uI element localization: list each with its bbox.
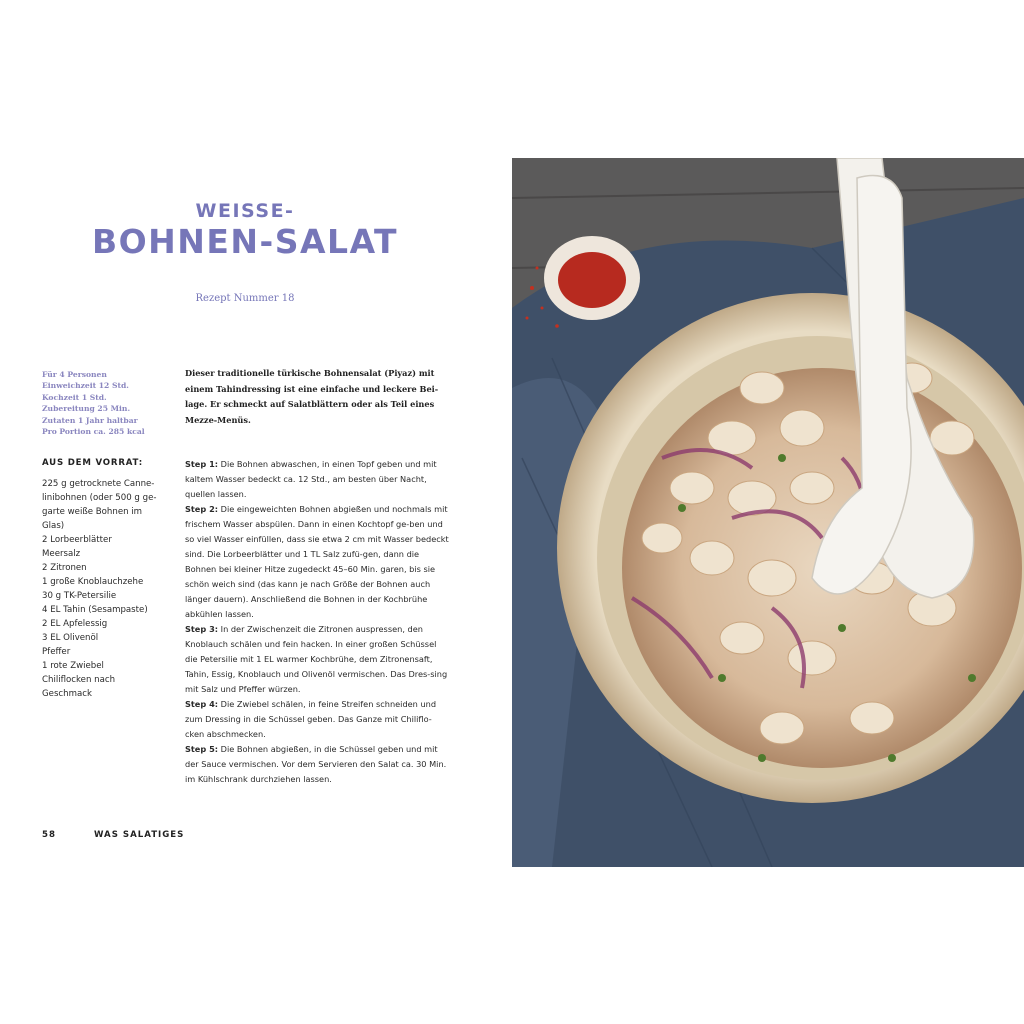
meta-soak-time: Einweichzeit 12 Std. (42, 381, 129, 391)
step-text: Die Bohnen abgießen, in die Schüssel geben und mit der Sauce vermischen. Vor dem Servieren den Salat ca. 30 Min. im Kühlschrank durchziehen lassen. (185, 744, 447, 784)
step-1 (185, 457, 450, 502)
ingredient-item: 2 Zitronen (42, 563, 87, 573)
ingredient-item: 2 Lorbeerblätter (42, 535, 112, 545)
ingredient-item: 225 g getrocknete Canne-linibohnen (oder 500 g ge-garte weiße Bohnen im Glas) (42, 479, 157, 531)
meta-prep-time: Zubereitung 25 Min. (42, 404, 131, 414)
recipe-steps (185, 457, 450, 787)
recipe-intro: Dieser traditionelle türkische Bohnensalat (Piyaz) mit einem Tahindressing ist eine einfache und leckere Bei-lage. Er schmeckt auf Salatblättern oder als Teil eines Mezze-Menüs. (185, 368, 439, 425)
recipe-title-line1: WEISSE- (195, 200, 295, 222)
ingredient-item: Meersalz (42, 549, 81, 559)
ingredient-item: Chiliflocken nach Geschmack (42, 675, 116, 699)
salad-bowl-photo (512, 158, 1024, 867)
ingredient-item: 2 EL Apfelessig (42, 619, 108, 629)
step-text: Die Bohnen abwaschen, in einen Topf geben und mit kaltem Wasser bedeckt ca. 12 Std., am besten über Nacht, quellen lassen. (185, 459, 437, 499)
step-4 (185, 697, 450, 742)
step-5 (185, 742, 450, 787)
recipe-meta (42, 369, 172, 437)
page-footer (42, 830, 184, 840)
step-text: Die Zwiebel schälen, in feine Streifen schneiden und zum Dressing in die Schüssel geben. Das Ganze mit Chiliflo-cken abschmecken. (185, 699, 437, 739)
ingredient-item: 4 EL Tahin (Sesampaste) (42, 605, 148, 615)
recipe-number: Rezept Nummer 18 (195, 293, 295, 304)
step-label: Step 2: (185, 504, 219, 514)
ingredient-item: 1 rote Zwiebel (42, 661, 104, 671)
section-name: WAS SALATIGES (93, 830, 185, 840)
step-label: Step 5: (185, 744, 219, 754)
ingredient-item: 30 g TK-Petersilie (42, 591, 117, 601)
step-2 (185, 502, 450, 622)
ingredient-list (42, 477, 160, 701)
ingredient-item: 1 große Knoblauchzehe (42, 577, 144, 587)
step-label: Step 4: (185, 699, 219, 709)
pantry-heading: AUS DEM VORRAT: (42, 458, 143, 468)
page-number: 58 (42, 830, 56, 840)
step-label: Step 1: (185, 459, 219, 469)
step-3 (185, 622, 450, 697)
step-label: Step 3: (185, 624, 219, 634)
ingredient-item: 3 EL Olivenöl (42, 633, 99, 643)
meta-cook-time: Kochzeit 1 Std. (42, 392, 107, 402)
meta-servings: Für 4 Personen (42, 370, 107, 379)
meta-shelf-life: Zutaten 1 Jahr haltbar (42, 415, 138, 425)
ingredient-item: Pfeffer (42, 647, 71, 657)
recipe-title-line2: BOHNEN-SALAT (91, 222, 399, 261)
step-text: In der Zwischenzeit die Zitronen auspressen, den Knoblauch schälen und fein hacken. In einer großen Schüssel die Petersilie mit 1 EL warmer Kochbrühe, dem Zitronensaft, Tahin, Essig, Knoblauch und Olivenöl vermischen. Das Dres-sing mit Salz und Pfeffer würzen. (185, 624, 448, 694)
step-text: Die eingeweichten Bohnen abgießen und nochmals mit frischem Wasser abspülen. Dann in einen Kochtopf ge-ben und so viel Wasser einfüllen, dass sie etwa 2 cm mit Wasser bedeckt sind. Die Lorbeerblätter und 1 TL Salz zufü-gen, dann die Bohnen bei kleiner Hitze zugedeckt 45–60 Min. garen, bis sie schön weich sind (das kann je nach Größe der Bohnen auch länger dauern). Anschließend die Bohnen in der Kochbrühe abkühlen lassen. (185, 504, 449, 619)
meta-calories: Pro Portion ca. 285 kcal (42, 427, 145, 437)
